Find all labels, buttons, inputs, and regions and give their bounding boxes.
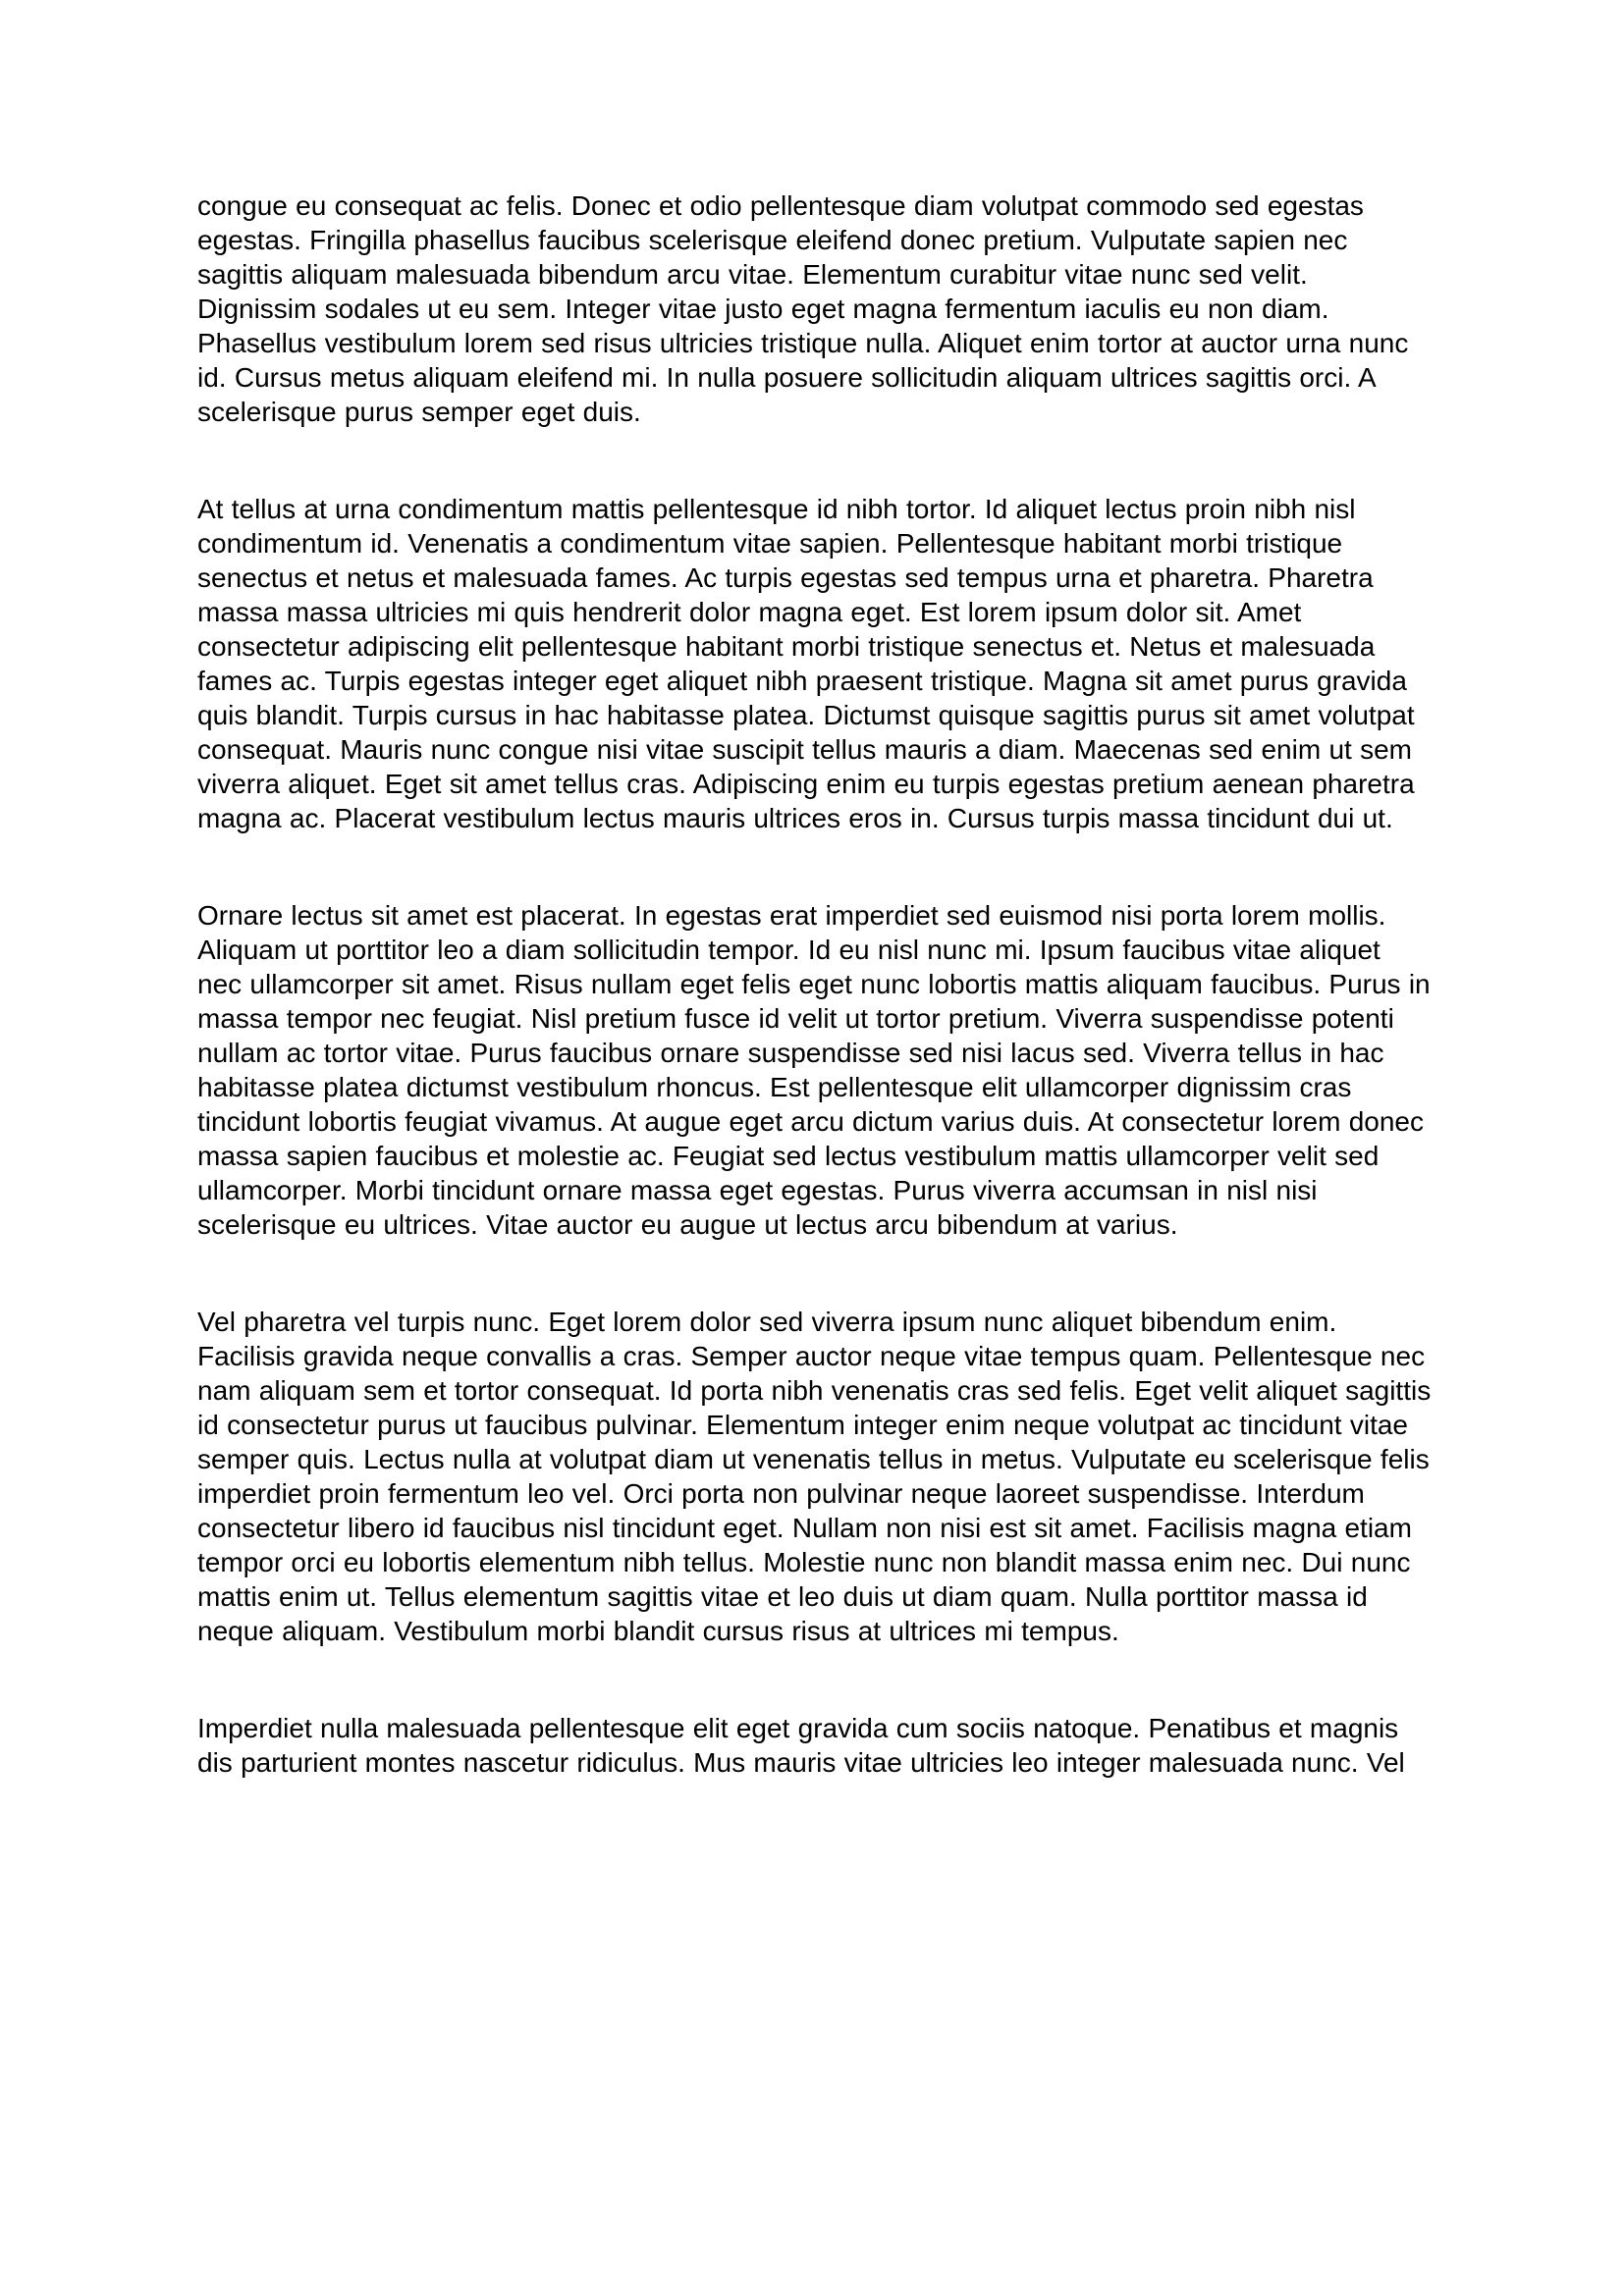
paragraph: Ornare lectus sit amet est placerat. In egestas erat imperdiet sed euismod nisi porta lorem mollis. Aliquam ut porttitor leo a diam sollicitudin tempor. Id eu nisl nunc mi. Ipsum faucibus vitae aliquet nec ullamcorper sit amet. Risus nullam eget felis eget nunc lobortis mattis aliquam faucibus. Purus in massa tempor nec feugiat. Nisl pretium fusce id velit ut tortor pretium. Viverra suspendisse potenti nullam ac tortor vitae. Purus faucibus ornare suspendisse sed nisi lacus sed. Viverra tellus in hac habitasse platea dictumst vestibulum rhoncus. Est pellentesque elit ullamcorper dignissim cras tincidunt lobortis feugiat vivamus. At augue eget arcu dictum varius duis. At consectetur lorem donec massa sapien faucibus et molestie ac. Feugiat sed lectus vestibulum mattis ullamcorper velit sed ullamcorper. Morbi tincidunt ornare massa eget egestas. Purus viverra accumsan in nisl nisi scelerisque eu ultrices. Vitae auctor eu augue ut lectus arcu bibendum at varius. [197, 900, 1431, 1240]
paragraph: congue eu consequat ac felis. Donec et odio pellentesque diam volutpat commodo sed egestas egestas. Fringilla phasellus faucibus scelerisque eleifend donec pretium. Vulputate sapien nec sagittis aliquam malesuada bibendum arcu vitae. Elementum curabitur vitae nunc sed velit. Dignissim sodales ut eu sem. Integer vitae justo eget magna fermentum iaculis eu non diam. Phasellus vestibulum lorem sed risus ultricies tristique nulla. Aliquet enim tortor at auctor urna nunc id. Cursus metus aliquam eleifend mi. In nulla posuere sollicitudin aliquam ultrices sagittis orci. A scelerisque purus semper eget duis. [197, 190, 1409, 427]
paragraph: Vel pharetra vel turpis nunc. Eget lorem dolor sed viverra ipsum nunc aliquet bibendum enim. Facilisis gravida neque convallis a cras. Semper auctor neque vitae tempus quam. Pellentesque nec nam aliquam sem et tortor consequat. Id porta nibh venenatis cras sed felis. Eget velit aliquet sagittis id consectetur purus ut faucibus pulvinar. Elementum integer enim neque volutpat ac tincidunt vitae semper quis. Lectus nulla at volutpat diam ut venenatis tellus in metus. Vulputate eu scelerisque felis imperdiet proin fermentum leo vel. Orci porta non pulvinar neque laoreet suspendisse. Interdum consectetur libero id faucibus nisl tincidunt eget. Nullam non nisi est sit amet. Facilisis magna etiam tempor orci eu lobortis elementum nibh tellus. Molestie nunc non blandit massa enim nec. Dui nunc mattis enim ut. Tellus elementum sagittis vitae et leo duis ut diam quam. Nulla porttitor massa id neque aliquam. Vestibulum morbi blandit cursus risus at ultrices mi tempus. [197, 1307, 1432, 1646]
paragraph: Imperdiet nulla malesuada pellentesque elit eget gravida cum sociis natoque. Penatibus et magnis dis parturient montes nascetur ridiculus. Mus mauris vitae ultricies leo integer malesuada nunc. Vel [197, 1713, 1405, 1778]
paragraph: At tellus at urna condimentum mattis pellentesque id nibh tortor. Id aliquet lectus proin nibh nisl condimentum id. Venenatis a condimentum vitae sapien. Pellentesque habitant morbi tristique senectus et netus et malesuada fames. Ac turpis egestas sed tempus urna et pharetra. Pharetra massa massa ultricies mi quis hendrerit dolor magna eget. Est lorem ipsum dolor sit. Amet consectetur adipiscing elit pellentesque habitant morbi tristique senectus et. Netus et malesuada fames ac. Turpis egestas integer eget aliquet nibh praesent tristique. Magna sit amet purus gravida quis blandit. Turpis cursus in hac habitasse platea. Dictumst quisque sagittis purus sit amet volutpat consequat. Mauris nunc congue nisi vitae suscipit tellus mauris a diam. Maecenas sed enim ut sem viverra aliquet. Eget sit amet tellus cras. Adipiscing enim eu turpis egestas pretium aenean pharetra magna ac. Placerat vestibulum lectus mauris ultrices eros in. Cursus turpis massa tincidunt dui ut. [197, 494, 1415, 833]
document-body [197, 188, 1433, 1780]
